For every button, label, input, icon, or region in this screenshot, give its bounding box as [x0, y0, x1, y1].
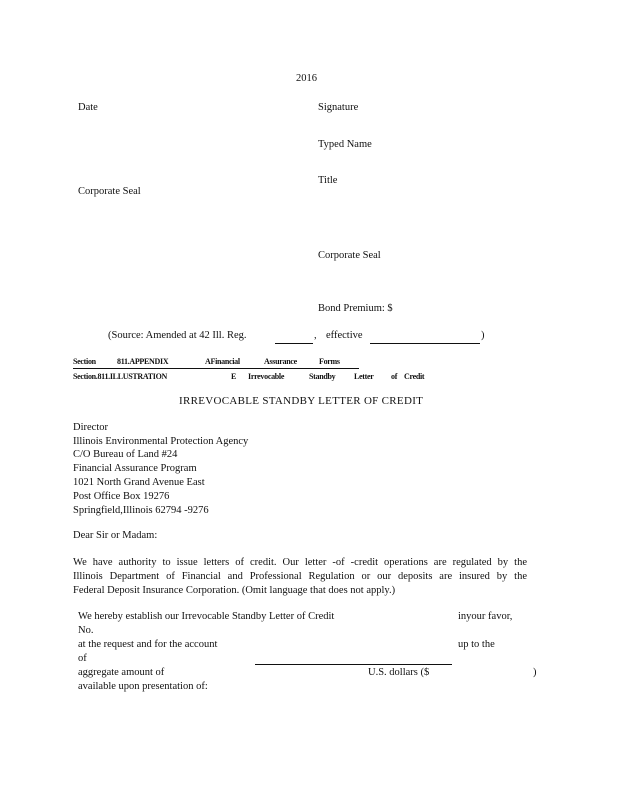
section-row2-illustration: Section.811.ILLUSTRATION	[73, 372, 168, 381]
salutation: Dear Sir or Madam:	[73, 530, 158, 541]
address-line: 1021 North Grand Avenue East	[73, 477, 205, 488]
section-row2-of: of	[391, 372, 398, 381]
section-row2-credit: Credit	[404, 372, 425, 381]
establish-line1: We hereby establish our Irrevocable Standby Letter of Credit	[78, 611, 335, 622]
letter-number-label: No.	[78, 625, 94, 636]
section-row1-financial: AFinancial	[205, 357, 240, 366]
corporate-seal-left: Corporate Seal	[78, 186, 141, 197]
usd-close: )	[533, 667, 537, 678]
bond-premium-label: Bond Premium: $	[318, 303, 393, 314]
section-row2-irrevocable: Irrevocable	[248, 372, 285, 381]
authority-line: Illinois Department of Financial and Professional Regulation or our deposits are insured by the	[73, 571, 527, 582]
aggregate-amount: aggregate amount of	[78, 667, 165, 678]
section-row1-appendix: 811.APPENDIX	[117, 357, 169, 366]
source-effective: effective	[326, 330, 363, 341]
address-line: Post Office Box 19276	[73, 491, 170, 502]
account-blank-line	[255, 664, 452, 665]
section-row1-section: Section	[73, 357, 96, 366]
up-to-the: up to the	[458, 639, 495, 650]
effective-date-blank-line	[370, 343, 480, 344]
authority-line: We have authority to issue letters of credit. Our letter -of -credit operations are regulated by the	[73, 557, 527, 568]
year-heading: 2016	[296, 73, 317, 84]
available-upon: available upon presentation of:	[78, 681, 208, 692]
section-row1-forms: Forms	[319, 357, 340, 366]
corporate-seal-right: Corporate Seal	[318, 250, 381, 261]
establish-of: of	[78, 653, 87, 664]
section-row2-e: E	[231, 372, 237, 381]
address-line: Director	[73, 422, 108, 433]
usd-label: U.S. dollars ($	[368, 667, 430, 678]
reg-blank-line	[275, 343, 313, 344]
source-close: )	[481, 330, 485, 341]
source-comma: ,	[314, 330, 317, 341]
in-your-favor: inyour favor,	[458, 611, 513, 622]
address-line: Financial Assurance Program	[73, 463, 197, 474]
title-label: Title	[318, 175, 338, 186]
letter-title: IRREVOCABLE STANDBY LETTER OF CREDIT	[179, 395, 424, 407]
address-line: C/O Bureau of Land #24	[73, 449, 178, 460]
section-row2-letter: Letter	[354, 372, 374, 381]
address-line: Springfield,Illinois 62794 -9276	[73, 505, 209, 516]
section-row2-standby: Standby	[309, 372, 336, 381]
section-underline	[73, 368, 359, 369]
signature-label: Signature	[318, 102, 359, 113]
typed-name-label: Typed Name	[318, 139, 372, 150]
source-prefix: (Source: Amended at 42 Ill. Reg.	[108, 330, 247, 341]
section-row1-assurance: Assurance	[264, 357, 297, 366]
date-label: Date	[78, 102, 98, 113]
authority-line: Federal Deposit Insurance Corporation. (Omit language that does not apply.)	[73, 585, 396, 596]
address-line: Illinois Environmental Protection Agency	[73, 436, 249, 447]
establish-line3: at the request and for the account	[78, 639, 218, 650]
